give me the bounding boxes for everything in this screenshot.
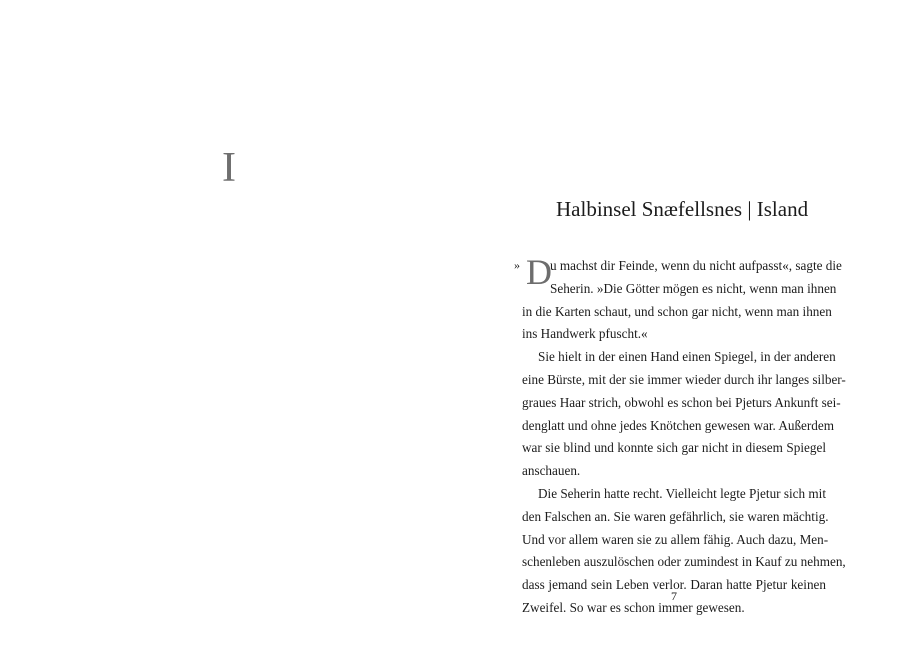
text-line: Und vor allem waren sie zu allem fähig. Auch dazu, Men-: [522, 531, 829, 547]
text-line: denglatt und ohne jedes Knötchen gewesen war. Außerdem: [522, 417, 835, 433]
dropcap-letter: D: [526, 252, 552, 292]
text-line: eine Bürste, mit der sie immer wieder durch ihr langes silber-: [522, 371, 846, 387]
chapter-number: I: [222, 145, 236, 191]
text-line: war sie blind und konnte sich gar nicht in diesem Spiegel: [522, 440, 826, 456]
text-line: dass jemand sein Leben verlor. Daran hatte Pjetur keinen: [522, 577, 826, 593]
text-line: Seherin. »Die Götter mögen es nicht, wenn man ihnen: [550, 280, 837, 296]
text-line: Sie hielt in der einen Hand einen Spiegel, in der anderen: [538, 349, 836, 365]
text-line: graues Haar strich, obwohl es schon bei Pjeturs Ankunft sei-: [522, 394, 841, 410]
body-text: [522, 252, 846, 620]
text-line: den Falschen an. Sie waren gefährlich, sie waren mächtig.: [522, 508, 829, 524]
text-line: Zweifel. So war es schon immer gewesen.: [522, 599, 745, 615]
text-line: ins Handwerk pfuscht.«: [522, 326, 648, 342]
text-line: schenleben auszulöschen oder zumindest in Kauf zu nehmen,: [522, 554, 846, 570]
page-number: 7: [671, 589, 677, 603]
chapter-title: Halbinsel Snæfellsnes | Island: [556, 197, 809, 221]
dropcap-open-quote: »: [514, 258, 520, 272]
text-line: u machst dir Feinde, wenn du nicht aufpasst«, sagte die: [550, 258, 842, 273]
text-line: anschauen.: [522, 463, 581, 479]
text-line: Die Seherin hatte recht. Vielleicht legte Pjetur sich mit: [538, 485, 826, 501]
text-line: in die Karten schaut, und schon gar nicht, wenn man ihnen: [522, 303, 832, 319]
